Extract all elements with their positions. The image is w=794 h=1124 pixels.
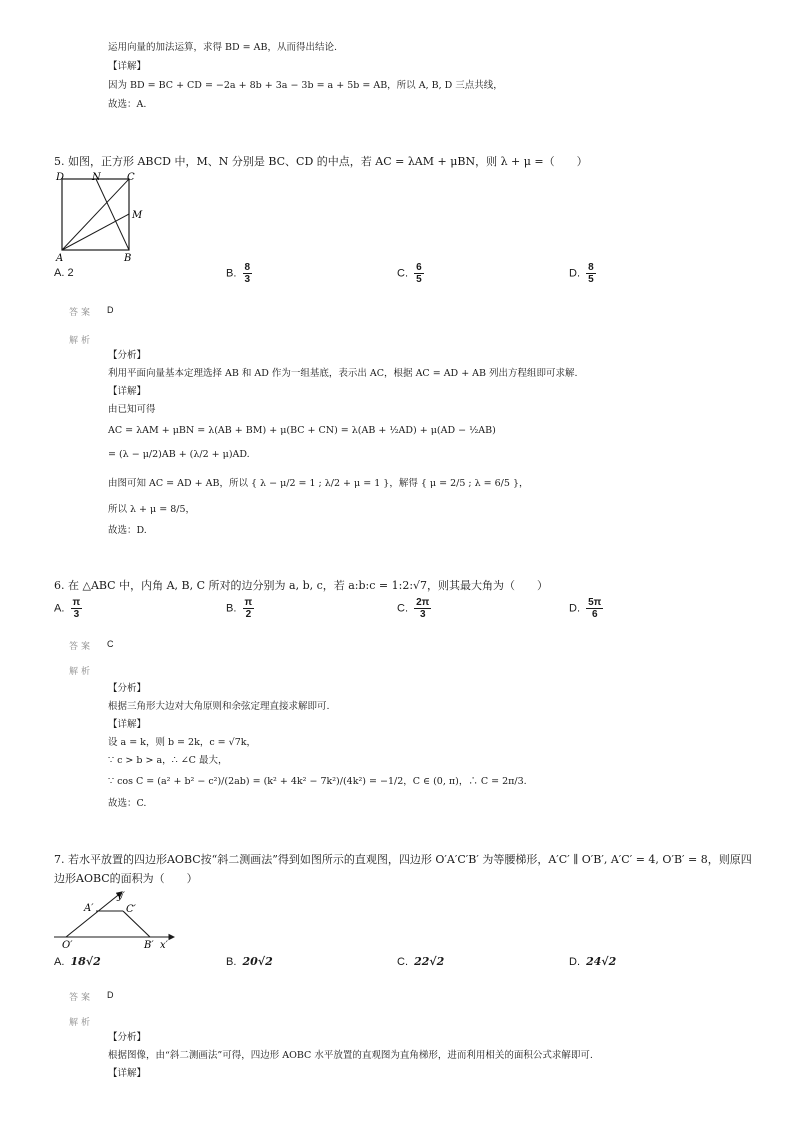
q7-label-A: A′ [84, 903, 94, 914]
q7-fenxi-text: 根据图像，由“斜二测画法”可得，四边形 AOBC 水平放置的直观图为直角梯形，进而利用相关的面积公式求解即可. [108, 1050, 593, 1061]
q7-label-O: O′ [62, 940, 73, 951]
q6-detail-1: 设 a = k，则 b = 2k，c = √7k， [108, 737, 257, 748]
q6-option-a-fraction: $\frac{\pi}{3}$ [72, 597, 81, 620]
q5-label-N: N [92, 172, 101, 183]
q5-option-b[interactable]: B. $\frac{8}{3}$ [226, 262, 251, 285]
q5-label-D: D [56, 172, 65, 183]
q7-analysis-label: 解析 [69, 1017, 94, 1027]
q5-fenxi-text: 利用平面向量基本定理选择 AB 和 AD 作为一组基底，表示出 AC，根据 AC = AD + AB 列出方程组即可求解. [108, 368, 578, 379]
q6-option-b-fraction: $\frac{\pi}{2}$ [244, 597, 253, 620]
prev-hint-line: 运用向量的加法运算，求得 BD = AB，从而得出结论. [108, 42, 337, 53]
q5-detail-5: 所以 λ + μ = 8/5， [108, 504, 196, 515]
q7-label-C: C′ [126, 904, 136, 915]
q7-option-b[interactable]: B. 20√2 [226, 955, 273, 968]
q6-option-d[interactable]: D. $\frac{5\pi}{6}$ [569, 597, 602, 620]
q6-conclusion: 故选：C. [108, 798, 147, 809]
q5-conclusion: 故选：D. [108, 525, 147, 536]
q7-label-y: y′ [117, 891, 125, 902]
q6-option-a[interactable]: A. $\frac{\pi}{3}$ [54, 597, 81, 620]
q5-label-B: B [124, 253, 132, 262]
q5-answer-value: D [107, 305, 114, 315]
q5-detail-tag: 【详解】 [108, 386, 147, 397]
q5-option-c[interactable]: C. $\frac{6}{5}$ [397, 262, 422, 285]
q5-detail-2: AC = λAM + μBN = λ(AB + BM) + μ(BC + CN) = λ(AB + ½AD) + μ(AD − ½AB) [108, 425, 496, 436]
q5-stem: 5. 如图，正方形 ABCD 中，M、N 分别是 BC、CD 的中点，若 AC = λAM + μBN，则 λ + μ =（ ） [54, 155, 588, 168]
q6-option-b[interactable]: B. $\frac{\pi}{2}$ [226, 597, 253, 620]
q5-analysis-label: 解析 [69, 335, 94, 345]
q6-detail-3: ∵ cos C = (a² + b² − c²)/(2ab) = (k² + 4k² − 7k²)/(4k²) = −1/2，C ∈ (0, π)，∴ C = 2π/3. [108, 776, 527, 787]
q7-answer-value: D [107, 990, 114, 1000]
q5-square-figure [52, 170, 152, 262]
q7-option-a[interactable]: A. 18√2 [54, 955, 101, 968]
q5-option-d-fraction: $\frac{8}{5}$ [588, 262, 594, 285]
q5-option-d[interactable]: D. $\frac{8}{5}$ [569, 262, 594, 285]
q7-option-c[interactable]: C. 22√2 [397, 955, 445, 968]
q5-detail-4: 由图可知 AC = AD + AB，所以 { λ − μ/2 = 1 ; λ/2 + μ = 1 }，解得 { μ = 2/5 ; λ = 6/5 }， [108, 478, 529, 489]
q5-label-C: C [127, 172, 135, 183]
q7-label-B: B′ [144, 940, 154, 951]
prev-detail-line: 因为 BD = BC + CD = −2a + 8b + 3a − 3b = a + 5b = AB，所以 A, B, D 三点共线， [108, 80, 503, 91]
q5-option-a[interactable]: A. 2 [54, 267, 74, 279]
q5-fenxi-tag: 【分析】 [108, 350, 147, 361]
q6-option-c-fraction: $\frac{2\pi}{3}$ [416, 597, 430, 620]
q5-option-c-fraction: $\frac{6}{5}$ [416, 262, 422, 285]
q7-option-d[interactable]: D. 24√2 [569, 955, 617, 968]
q5-answer-label: 答案 [69, 307, 94, 317]
prev-detail-tag: 【详解】 [108, 61, 147, 72]
q6-option-d-fraction: $\frac{5\pi}{6}$ [588, 597, 602, 620]
q6-fenxi-tag: 【分析】 [108, 683, 147, 694]
q6-analysis-label: 解析 [69, 666, 94, 676]
q6-option-c[interactable]: C. $\frac{2\pi}{3}$ [397, 597, 430, 620]
q5-detail-1: 由已知可得 [108, 404, 156, 415]
q5-label-M: M [132, 210, 143, 221]
q6-detail-2: ∵ c > b > a，∴ ∠C 最大， [108, 755, 228, 766]
q7-trapezoid-figure [50, 886, 180, 952]
prev-conclusion: 故选：A. [108, 99, 147, 110]
q7-stem-line1: 7. 若水平放置的四边形AOBC按“斜二测画法”得到如图所示的直观图，四边形 O′A′C′B′ 为等腰梯形，A′C′ ∥ O′B′, A′C′ = 4, O′B′ = 8，则原四 [54, 853, 752, 866]
q6-answer-value: C [107, 639, 114, 649]
q7-detail-tag: 【详解】 [108, 1068, 147, 1079]
q5-detail-3: = (λ − μ/2)AB + (λ/2 + μ)AD. [108, 449, 250, 460]
q6-fenxi-text: 根据三角形大边对大角原则和余弦定理直接求解即可. [108, 701, 330, 712]
q6-stem: 6. 在 △ABC 中，内角 A, B, C 所对的边分别为 a, b, c，若 a:b:c = 1:2:√7，则其最大角为（ ） [54, 579, 549, 592]
q7-stem-line2: 边形AOBC的面积为（ ） [54, 872, 198, 885]
q7-fenxi-tag: 【分析】 [108, 1032, 147, 1043]
q7-label-x: x′ [160, 940, 168, 951]
q5-label-A: A [56, 253, 64, 262]
q6-answer-label: 答案 [69, 641, 94, 651]
q7-answer-label: 答案 [69, 992, 94, 1002]
q6-detail-tag: 【详解】 [108, 719, 147, 730]
q5-option-b-fraction: $\frac{8}{3}$ [244, 262, 251, 285]
